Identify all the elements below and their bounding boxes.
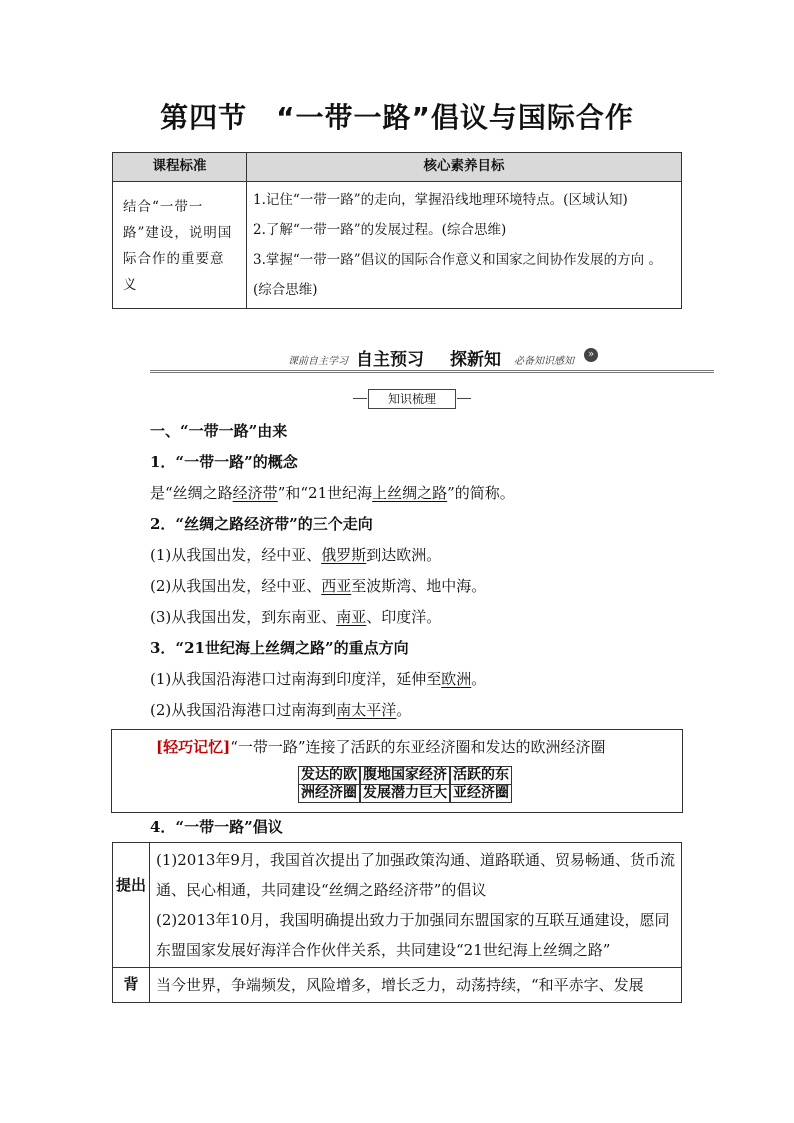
- label-proposed: 提出: [113, 843, 150, 968]
- goal-item: 1.记住“一带一路”的走向，掌握沿线地理环境特点。(区域认知): [253, 192, 628, 208]
- subheading-maritime: 3．“21世纪海上丝绸之路”的重点方向: [150, 639, 409, 657]
- header-goals: 核心素养目标: [247, 153, 682, 182]
- standard-text: 结合“一带一路”建设，说明国际合作的重要意义: [113, 182, 247, 309]
- memory-grid: [298, 766, 512, 802]
- proposal-table: [112, 842, 682, 1003]
- background-text: 当今世界，争端频发，风险增多，增长乏力，动荡持续，“和平赤字、发展: [150, 968, 682, 1003]
- memory-cell: 活跃的东: [450, 766, 512, 785]
- banner-right-small: 必备知识感知: [514, 356, 574, 367]
- maritime-2: (2)从我国沿海港口过南海到南太平洋。: [150, 701, 412, 719]
- label-background: 背: [113, 968, 150, 1003]
- maritime-1: (1)从我国沿海港口过南海到印度洋，延伸至欧洲。: [150, 670, 487, 688]
- memory-tip: [轻巧记忆]“一带一路”连接了活跃的东亚经济圈和发达的欧洲经济圈: [156, 738, 606, 756]
- header-standard: 课程标准: [113, 153, 247, 182]
- memory-cell: 亚经济圈: [450, 784, 512, 803]
- goal-item: 3.掌握“一带一路”倡议的国际合作意义和国家之间协作发展的方向 。(综合思维): [253, 252, 662, 298]
- subheading-concept: 1．“一带一路”的概念: [150, 453, 298, 471]
- standards-table: [112, 152, 682, 309]
- page-title: 第四节 “一带一路”倡议与国际合作: [160, 101, 634, 134]
- knowledge-label: 知识梳理: [368, 389, 456, 409]
- memory-cell: 发达的欧: [298, 766, 360, 785]
- subheading-initiative: 4．“一带一路”倡议: [150, 818, 283, 836]
- proposal-text: (1)2013年9月，我国首次提出了加强政策沟通、道路联通、贸易畅通、货币流通、民心相通，共同建设“丝绸之路经济带”的倡议 (2)2013年10月，我国明确提出致力于加强同东盟国家的互联互通建设，愿同东盟国家发展好海洋合作伙伴关系，共同建设“21世纪海上丝绸之路”: [150, 843, 682, 968]
- heading-origin: 一、“一带一路”由来: [150, 422, 288, 440]
- route-3: (3)从我国出发，到东南亚、南亚、印度洋。: [150, 608, 442, 626]
- section-banner: [150, 344, 714, 373]
- memory-cell: 洲经济圈: [298, 784, 360, 803]
- route-1: (1)从我国出发，经中亚、俄罗斯到达欧洲。: [150, 546, 442, 564]
- banner-left-small: 课前自主学习: [288, 356, 348, 367]
- banner-main: 自主预习: [356, 350, 424, 370]
- route-2: (2)从我国出发，经中亚、西亚至波斯湾、地中海。: [150, 577, 487, 595]
- memory-cell: 腹地国家经济: [360, 766, 450, 785]
- arrow-icon: »: [584, 348, 598, 362]
- banner-main2: 探新知: [450, 350, 501, 370]
- goal-item: 2.了解“一带一路”的发展过程。(综合思维): [253, 222, 507, 238]
- memory-cell: 发展潜力巨大: [360, 784, 450, 803]
- subheading-routes: 2．“丝绸之路经济带”的三个走向: [150, 515, 373, 533]
- goals-cell: [247, 182, 682, 309]
- memory-box: [111, 729, 683, 813]
- concept-text: 是“丝绸之路经济带”和“21世纪海上丝绸之路”的简称。: [150, 484, 515, 502]
